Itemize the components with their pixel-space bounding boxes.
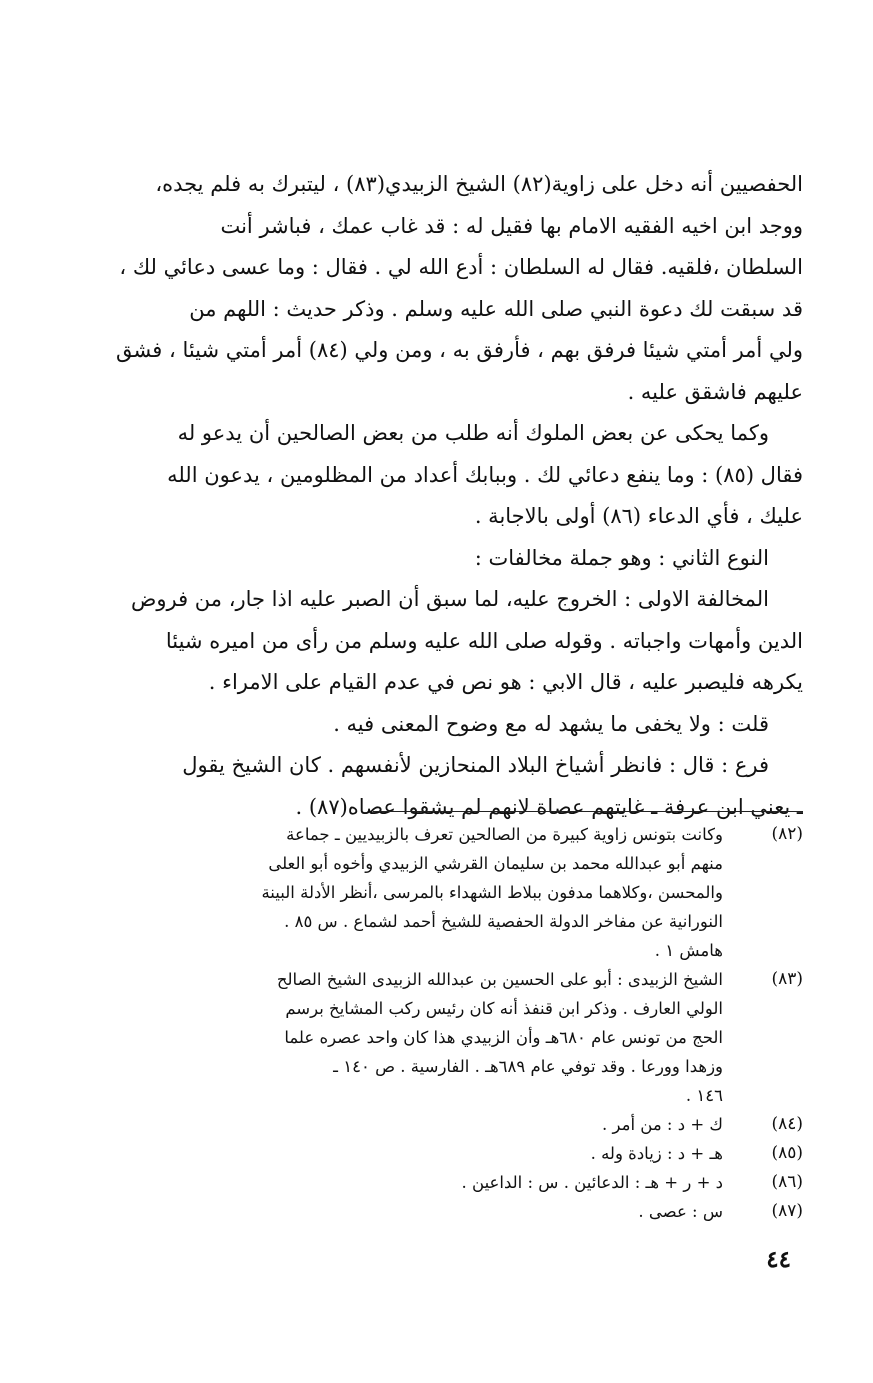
footnote-line: الولي العارف . وذكر ابن قنفذ أنه كان رئيس ركب المشايخ برسم: [285, 999, 723, 1018]
main-text: [63, 164, 803, 828]
footnote: [63, 1168, 803, 1197]
footnote-divider: [373, 811, 803, 812]
text-line: قلت : ولا يخفى ما يشهد له مع وضوح المعنى فيه .: [333, 711, 769, 736]
footnote-line: د + ر + هـ : الدعائين . س : الداعين .: [461, 1173, 723, 1192]
footnote: [63, 1110, 803, 1139]
footnote: [63, 1197, 803, 1226]
text-line: عليهم فاشقق عليه .: [627, 379, 803, 404]
footnotes: [63, 820, 803, 1226]
page-number: ٤٤: [766, 1246, 791, 1273]
text-line: ـ يعني ابن عرفة ـ غايتهم عصاة لانهم لم يشقوا عصاه(٨٧) .: [295, 794, 803, 819]
text-line: المخالفة الاولى : الخروج عليه، لما سبق أن الصبر عليه اذا جار، من فروض: [130, 587, 769, 611]
footnote-line: س : عصى .: [638, 1202, 723, 1221]
footnote-line: ك + د : من أمر .: [602, 1115, 723, 1134]
footnote: [63, 820, 803, 965]
footnote-line: وكانت بتونس زاوية كبيرة من الصالحين تعرف بالزبيديين ـ جماعة: [286, 825, 723, 844]
text-line: قد سبقت لك دعوة النبي صلى الله عليه وسلم . وذكر حديث : اللهم من: [189, 296, 803, 321]
footnote-line: منهم أبو عبدالله محمد بن سليمان القرشي الزبيدي وأخوه أبو العلى: [268, 854, 723, 873]
footnote-line: ١٤٦ .: [685, 1086, 723, 1105]
footnote-line: هامش ١ .: [654, 941, 723, 960]
text-line: الدين وأمهات واجباته . وقوله صلى الله عليه وسلم من رأى من اميره شيئا: [165, 628, 803, 653]
section-heading: النوع الثاني : وهو جملة مخالفات :: [474, 545, 769, 570]
footnote-number: (٨٤): [771, 1114, 803, 1134]
text-line: ولي أمر أمتي شيئا فرفق بهم ، فأرفق به ، ومن ولي (٨٤) أمر أمتي شيئا ، فشق: [116, 338, 803, 362]
text-line: عليك ، فأي الدعاء (٨٦) أولى بالاجابة .: [474, 504, 803, 528]
text-line: يكرهه فليصبر عليه ، قال الابي : هو نص في عدم القيام على الامراء .: [208, 670, 803, 694]
text-line: وكما يحكى عن بعض الملوك أنه طلب من بعض الصالحين أن يدعو له: [177, 421, 769, 445]
footnote-line: والمحسن ،وكلاهما مدفون ببلاط الشهداء بالمرسى ،أنظر الأدلة البينة: [261, 883, 723, 902]
footnote-number: (٨٦): [771, 1172, 803, 1192]
footnote-line: النورانية عن مفاخر الدولة الحفصية للشيخ أحمد لشماع . س ٨٥ .: [284, 912, 723, 931]
text-line: فقال (٨٥) : وما ينفع دعائي لك . وببابك أعداد من المظلومين ، يدعون الله: [167, 462, 803, 487]
text-line: فرع : قال : فانظر أشياخ البلاد المنحازين لأنفسهم . كان الشيخ يقول: [182, 753, 769, 777]
footnote-line: الحج من تونس عام ٦٨٠هـ وأن الزبيدي هذا كان واحد عصره علما: [284, 1028, 723, 1047]
text-line: السلطان ،فلقيه. فقال له السلطان : أدع الله لي . فقال : وما عسى دعائي لك ،: [119, 255, 803, 279]
footnote-number: (٨٧): [771, 1201, 803, 1221]
footnote-line: هـ + د : زيادة وله .: [590, 1144, 723, 1163]
footnote-number: (٨٢): [771, 824, 803, 844]
text-line: الحفصيين أنه دخل على زاوية(٨٢) الشيخ الزبيدي(٨٣) ، ليتبرك به فلم يجده،: [155, 172, 803, 196]
footnote: [63, 965, 803, 1110]
footnote-number: (٨٣): [771, 969, 803, 989]
footnote: [63, 1139, 803, 1168]
footnote-line: الشيخ الزبيدى : أبو على الحسين بن عبدالله الزبيدى الشيخ الصالح: [276, 970, 723, 989]
footnote-line: وزهدا وورعا . وقد توفي عام ٦٨٩هـ . الفارسية . ص ١٤٠ ـ: [333, 1057, 723, 1076]
footnote-number: (٨٥): [771, 1143, 803, 1163]
text-line: ووجد ابن اخيه الفقيه الامام بها فقيل له : قد غاب عمك ، فباشر أنت: [220, 213, 803, 238]
